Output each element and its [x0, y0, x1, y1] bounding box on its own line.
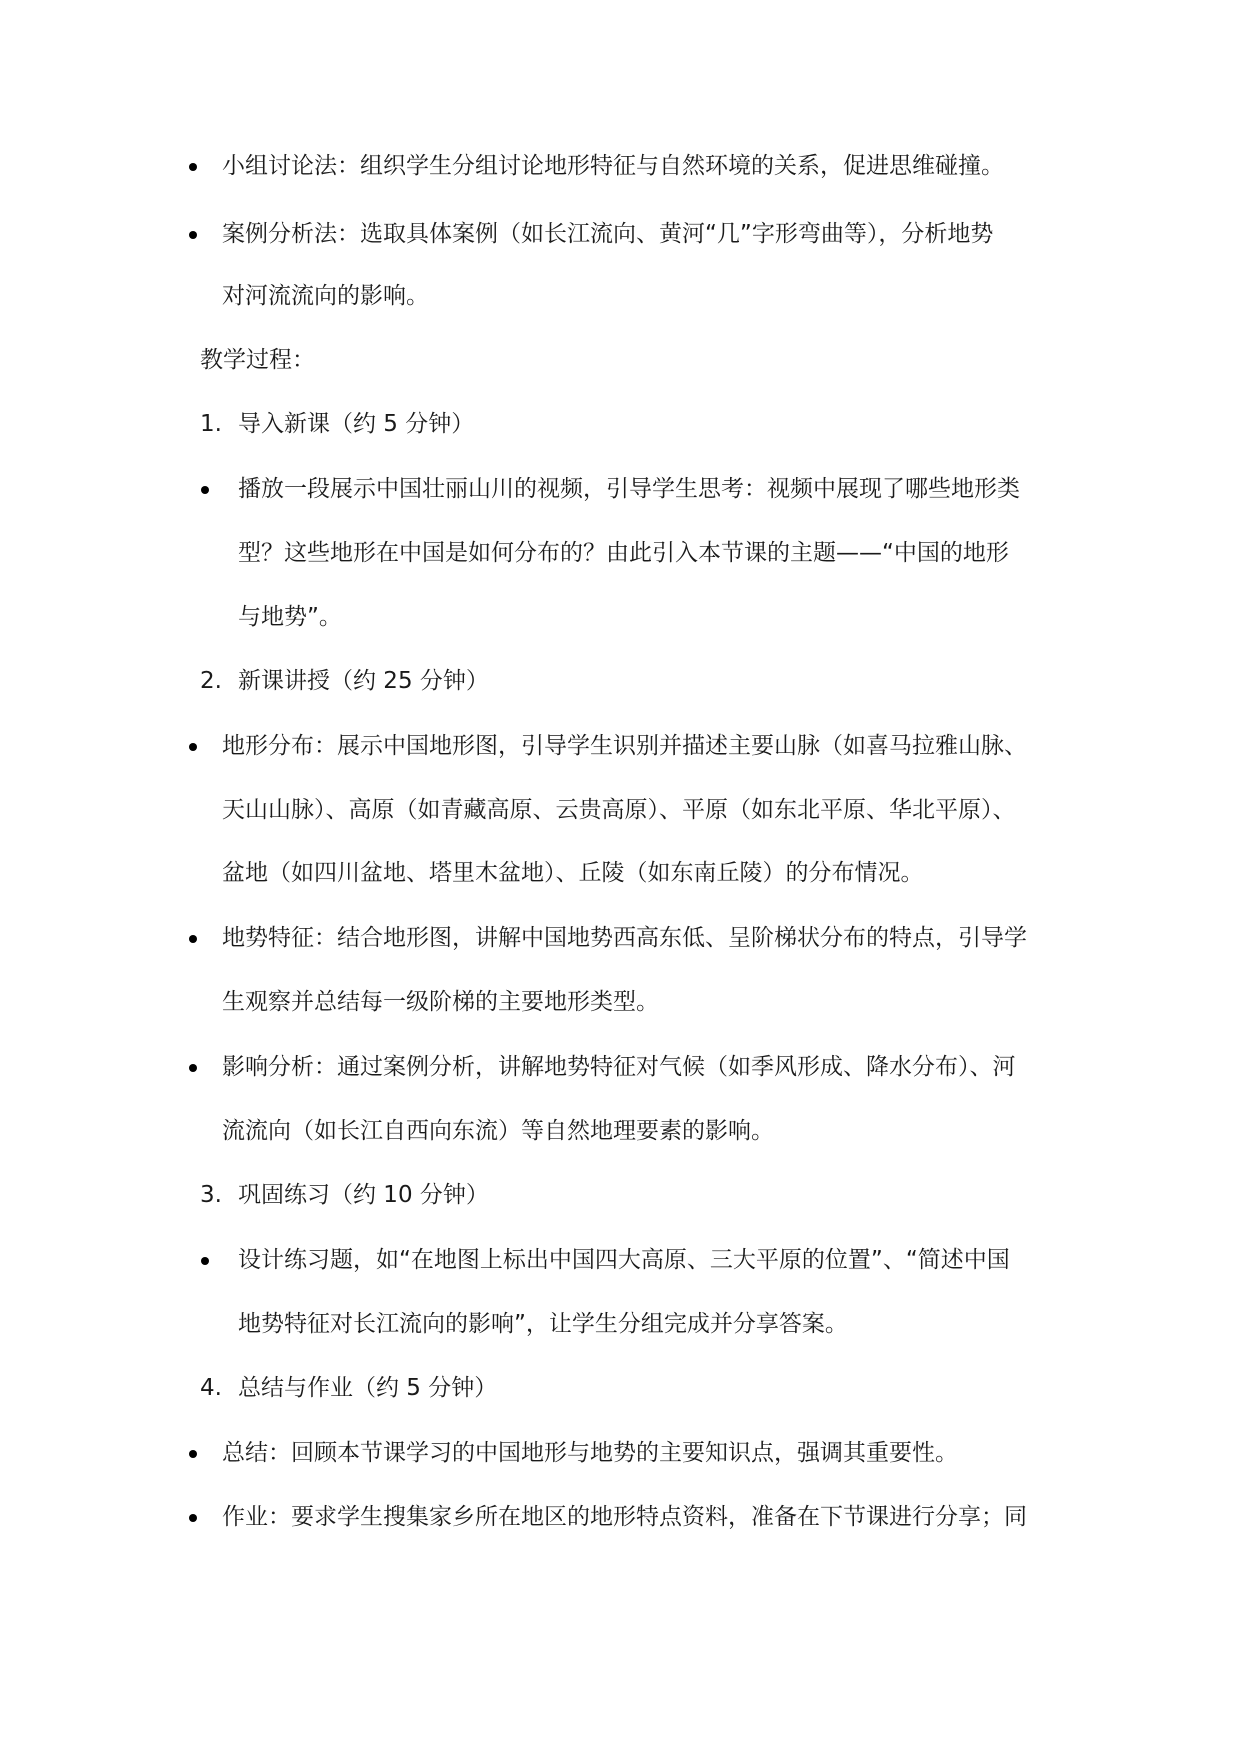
method-group-discussion: 小组讨论法：组织学生分组讨论地形特征与自然环境的关系，促进思维碰撞。 [222, 153, 1004, 179]
method-case-analysis-line-2: 对河流流向的影响。 [222, 283, 429, 309]
bullet-icon [189, 231, 197, 239]
step-4-number: 4. [200, 1375, 222, 1401]
bullet-icon [189, 743, 197, 751]
step-3-text-line-1: 设计练习题，如“在地图上标出中国四大高原、三大平原的位置”、“简述中国 [238, 1247, 1010, 1273]
bullet-icon [189, 163, 197, 171]
distribution-line-3: 盆地（如四川盆地、塔里木盆地）、丘陵（如东南丘陵）的分布情况。 [222, 860, 924, 886]
terrain-line-1: 地势特征：结合地形图，讲解中国地势西高东低、呈阶梯状分布的特点，引导学 [222, 925, 1027, 951]
bullet-icon [201, 486, 209, 494]
step-3-text-line-2: 地势特征对长江流向的影响”，让学生分组完成并分享答案。 [238, 1311, 848, 1337]
step-2-title: 新课讲授（约 25 分钟） [238, 668, 489, 694]
step-1-number: 1. [200, 411, 222, 437]
step-2-number: 2. [200, 668, 222, 694]
bullet-icon [201, 1257, 209, 1265]
distribution-line-1: 地形分布：展示中国地形图，引导学生识别并描述主要山脉（如喜马拉雅山脉、 [222, 733, 1027, 759]
homework-line: 作业：要求学生搜集家乡所在地区的地形特点资料，准备在下节课进行分享；同 [222, 1504, 1027, 1530]
process-title: 教学过程： [200, 347, 315, 373]
bullet-icon [189, 1450, 197, 1458]
summary-line: 总结：回顾本节课学习的中国地形与地势的主要知识点，强调其重要性。 [222, 1440, 958, 1466]
step-1-text-line-1: 播放一段展示中国壮丽山川的视频，引导学生思考：视频中展现了哪些地形类 [238, 476, 1020, 502]
bullet-icon [189, 1514, 197, 1522]
step-4-title: 总结与作业（约 5 分钟） [238, 1375, 498, 1401]
step-3-number: 3. [200, 1182, 222, 1208]
impact-line-1: 影响分析：通过案例分析，讲解地势特征对气候（如季风形成、降水分布）、河 [222, 1054, 1016, 1080]
bullet-icon [189, 1064, 197, 1072]
method-case-analysis-line-1: 案例分析法：选取具体案例（如长江流向、黄河“几”字形弯曲等），分析地势 [222, 221, 994, 247]
step-3-title: 巩固练习（约 10 分钟） [238, 1182, 489, 1208]
distribution-line-2: 天山山脉）、高原（如青藏高原、云贵高原）、平原（如东北平原、华北平原）、 [222, 797, 1016, 823]
step-1-text-line-3: 与地势”。 [238, 604, 342, 630]
terrain-line-2: 生观察并总结每一级阶梯的主要地形类型。 [222, 989, 659, 1015]
step-1-title: 导入新课（约 5 分钟） [238, 411, 475, 437]
step-1-text-line-2: 型？这些地形在中国是如何分布的？由此引入本节课的主题——“中国的地形 [238, 540, 1009, 566]
bullet-icon [189, 935, 197, 943]
impact-line-2: 流流向（如长江自西向东流）等自然地理要素的影响。 [222, 1118, 774, 1144]
